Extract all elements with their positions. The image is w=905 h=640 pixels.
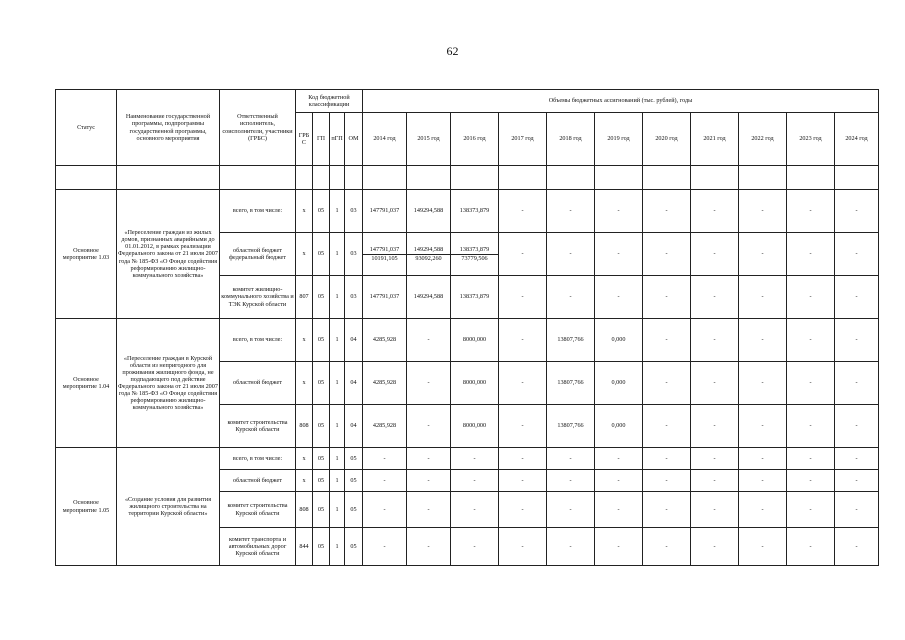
pgp-cell: 1 [330,362,345,405]
value-cell: - [451,528,499,566]
value-cell: - [739,276,787,319]
value-cell: - [787,470,835,492]
value-cell: - [363,448,407,470]
value-cell: - [547,528,595,566]
value-cell: 0,000 [595,362,643,405]
value-cell: - [547,448,595,470]
value-cell: - [787,233,835,276]
grbs-cell: 808 [296,405,313,448]
value-cell: - [787,319,835,362]
table-row [56,190,879,233]
program-name-cell: «Переселение граждан из жилых домов, признанных аварийными до 01.01.2012, в рамках реализации Федерального закона от 21 июля 2007 года № 185-ФЗ «О Фонде содействия реформированию жилищно-коммунального хозяйства» [117,190,220,319]
header-pgp: пГП [330,113,345,166]
grbs-cell: х [296,190,313,233]
value-cell: - [595,190,643,233]
value-cell: 8000,000 [451,405,499,448]
grbs-cell: х [296,233,313,276]
value-cell: 0,000 [595,319,643,362]
value-cell: - [547,190,595,233]
value-cell: 138373,879 [451,276,499,319]
executor-cell: всего, в том числе: [220,319,296,362]
value-cell: - [835,190,879,233]
program-name-cell: «Создание условия для развития жилищного строительства на территории Курской области» [117,448,220,566]
value-cell: 4285,928 [363,319,407,362]
value-cell: - [595,528,643,566]
gp-cell: 05 [313,448,330,470]
value-cell: - [595,233,643,276]
value-cell: - [739,233,787,276]
header-year: 2023 год [787,113,835,166]
value-cell: - [363,492,407,528]
value-cell: - [787,362,835,405]
executor-cell: комитет жилищно-коммунального хозяйства и ТЭК Курской области [220,276,296,319]
om-cell: 05 [345,492,363,528]
value-cell: - [407,362,451,405]
value-cell: - [739,470,787,492]
value-cell: - [643,276,691,319]
header-om: ОМ [345,113,363,166]
value-cell: - [739,528,787,566]
value-cell: - [739,190,787,233]
table-row [56,448,879,470]
value-cell: - [787,528,835,566]
pgp-cell: 1 [330,528,345,566]
program-name-cell: «Переселение граждан в Курской области из непригодного для проживания жилищного фонда, не подпадающего под действие Федерального закона от 21 июля 2007 года № 185-ФЗ «О Фонде содействия реформированию жилищно-коммунального хозяйства» [117,319,220,448]
header-budget-code: Код бюджетной классификации [296,90,363,113]
executor-cell: комитет строительства Курской области [220,492,296,528]
om-cell: 03 [345,233,363,276]
header-year: 2014 год [363,113,407,166]
value-cell: - [499,276,547,319]
executor-cell: всего, в том числе: [220,448,296,470]
value-cell: - [691,319,739,362]
header-year: 2022 год [739,113,787,166]
value-regional: 138373,879 [459,246,490,254]
value-cell: - [407,405,451,448]
value-cell: - [691,470,739,492]
pgp-cell: 1 [330,470,345,492]
status-cell: Основное мероприятие 1.03 [56,190,117,319]
split-value-cell [407,233,451,276]
value-cell: - [499,492,547,528]
value-cell: - [407,319,451,362]
executor-cell: комитет транспорта и автомобильных дорог Курской области [220,528,296,566]
value-cell: - [547,276,595,319]
value-cell: 13807,766 [547,319,595,362]
value-cell: - [595,470,643,492]
om-cell: 04 [345,362,363,405]
value-cell: - [643,405,691,448]
split-value-cell [363,233,407,276]
value-cell: - [739,319,787,362]
value-cell: - [451,492,499,528]
gp-cell: 05 [313,470,330,492]
value-cell: - [499,470,547,492]
grbs-cell: х [296,470,313,492]
header-year: 2019 год [595,113,643,166]
value-cell: - [739,405,787,448]
page-number: 62 [446,44,459,58]
status-cell: Основное мероприятие 1.05 [56,448,117,566]
header-executor: Ответственный исполнитель, соисполнители, участники (ГРБС) [220,90,296,166]
value-federal: 10191,105 [363,254,406,262]
grbs-cell: х [296,319,313,362]
gp-cell: 05 [313,362,330,405]
value-cell: - [739,362,787,405]
value-cell: - [499,362,547,405]
om-cell: 03 [345,190,363,233]
executor-cell: комитет строительства Курской области [220,405,296,448]
gp-cell: 05 [313,405,330,448]
value-cell: - [451,448,499,470]
value-federal: 73779,506 [451,254,498,262]
value-cell: - [643,448,691,470]
value-cell: - [835,319,879,362]
value-cell: - [787,276,835,319]
gp-cell: 05 [313,528,330,566]
value-cell: - [643,190,691,233]
value-cell: 147791,037 [363,190,407,233]
value-cell: 138373,879 [451,190,499,233]
grbs-cell: х [296,362,313,405]
split-value-cell [451,233,499,276]
value-cell: - [407,470,451,492]
value-cell: - [691,233,739,276]
gp-cell: 05 [313,492,330,528]
blank-row [56,166,879,190]
value-cell: - [787,448,835,470]
executor-cell: всего, в том числе: [220,190,296,233]
header-year: 2016 год [451,113,499,166]
value-cell: 149294,588 [407,276,451,319]
value-cell: - [691,276,739,319]
value-cell: - [691,190,739,233]
value-cell: - [499,190,547,233]
grbs-cell: 844 [296,528,313,566]
value-cell: 8000,000 [451,362,499,405]
value-cell: - [643,362,691,405]
grbs-cell: х [296,448,313,470]
grbs-cell: 807 [296,276,313,319]
header-status: Статус [56,90,117,166]
value-cell: 13807,766 [547,405,595,448]
value-cell: - [499,405,547,448]
pgp-cell: 1 [330,492,345,528]
gp-cell: 05 [313,276,330,319]
om-cell: 04 [345,405,363,448]
value-cell: 4285,928 [363,362,407,405]
pgp-cell: 1 [330,190,345,233]
value-cell: 149294,588 [407,190,451,233]
value-cell: - [363,528,407,566]
value-cell: - [691,528,739,566]
value-cell: - [595,448,643,470]
value-cell: - [499,233,547,276]
header-year: 2020 год [643,113,691,166]
value-cell: - [691,448,739,470]
value-cell: - [499,448,547,470]
om-cell: 05 [345,448,363,470]
value-cell: - [739,492,787,528]
value-cell: - [499,528,547,566]
value-cell: - [835,233,879,276]
header-allocations: Объемы бюджетных ассигнований (тыс. рублей), годы [363,90,879,113]
value-cell: - [407,448,451,470]
header-year: 2015 год [407,113,451,166]
value-cell: - [787,492,835,528]
header-year: 2024 год [835,113,879,166]
header-year: 2021 год [691,113,739,166]
header-year: 2018 год [547,113,595,166]
value-cell: - [835,492,879,528]
value-cell: - [547,470,595,492]
om-cell: 04 [345,319,363,362]
gp-cell: 05 [313,190,330,233]
executor-cell: областной бюджет [220,362,296,405]
value-cell: - [691,492,739,528]
value-cell: 8000,000 [451,319,499,362]
value-cell: - [691,405,739,448]
pgp-cell: 1 [330,405,345,448]
value-cell: - [643,319,691,362]
header-gp: ГП [313,113,330,166]
om-cell: 03 [345,276,363,319]
value-cell: - [835,448,879,470]
pgp-cell: 1 [330,233,345,276]
value-regional: 147791,037 [369,246,400,254]
value-cell: - [787,190,835,233]
grbs-cell: 808 [296,492,313,528]
value-cell: - [835,276,879,319]
value-cell: - [643,492,691,528]
table-row [56,319,879,362]
value-cell: 4285,928 [363,405,407,448]
header-grbs: ГРБС [296,113,313,166]
executor-cell: областной бюджет федеральный бюджет [220,233,296,276]
header-program-name: Наименование государственной программы, подпрограммы государственной программы, основного мероприятия [117,90,220,166]
pgp-cell: 1 [330,276,345,319]
status-cell: Основное мероприятие 1.04 [56,319,117,448]
value-cell: - [451,470,499,492]
header-year: 2017 год [499,113,547,166]
value-cell: - [835,470,879,492]
value-cell: - [595,492,643,528]
value-cell: - [787,405,835,448]
value-cell: - [499,319,547,362]
value-cell: - [643,470,691,492]
gp-cell: 05 [313,233,330,276]
value-cell: - [835,362,879,405]
gp-cell: 05 [313,319,330,362]
om-cell: 05 [345,528,363,566]
value-cell: - [643,528,691,566]
value-cell: 0,000 [595,405,643,448]
om-cell: 05 [345,470,363,492]
value-cell: - [835,528,879,566]
value-cell: - [547,492,595,528]
value-cell: - [407,528,451,566]
value-cell: - [407,492,451,528]
value-cell: - [835,405,879,448]
value-cell: - [595,276,643,319]
value-cell: - [739,448,787,470]
value-federal: 93092,260 [407,254,450,262]
value-regional: 149294,588 [413,246,444,254]
value-cell: 147791,037 [363,276,407,319]
budget-table [55,89,879,566]
pgp-cell: 1 [330,448,345,470]
pgp-cell: 1 [330,319,345,362]
value-cell: - [691,362,739,405]
executor-cell: областной бюджет [220,470,296,492]
value-cell: 13807,766 [547,362,595,405]
value-cell: - [547,233,595,276]
value-cell: - [363,470,407,492]
value-cell: - [643,233,691,276]
